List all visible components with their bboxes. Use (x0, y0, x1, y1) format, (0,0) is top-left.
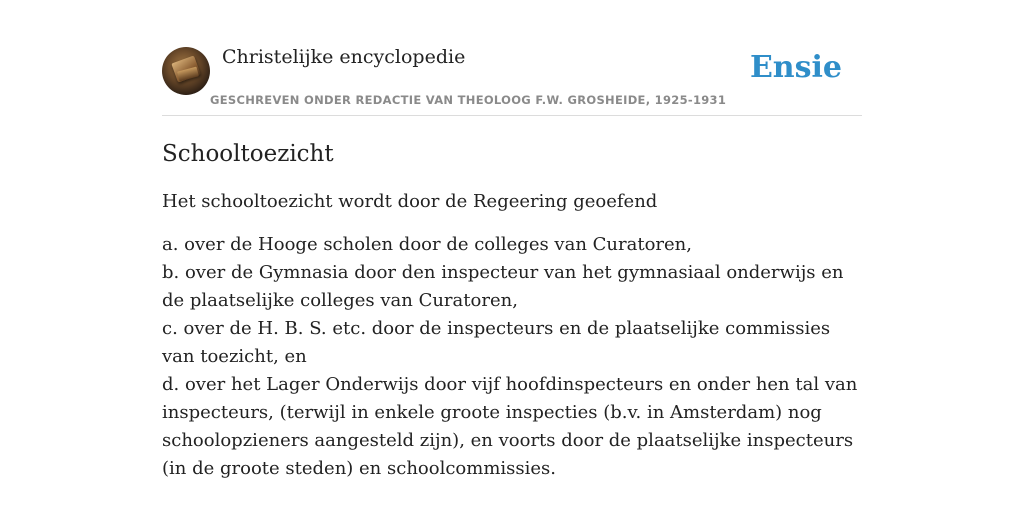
encyclopedia-avatar[interactable] (162, 47, 210, 95)
list-item: c. over de H. B. S. etc. door de inspecteurs en de plaatselijke commissies van toezicht, en (162, 318, 831, 367)
list-item: a. over de Hooge scholen door de colleges van Curatoren, (162, 234, 692, 255)
article-list (162, 231, 862, 483)
article-content (162, 138, 862, 483)
article-intro: Het schooltoezicht wordt door de Regeering geoefend (162, 191, 658, 212)
ensie-logo-link[interactable]: Ensie (749, 50, 842, 85)
list-item: b. over de Gymnasia door den inspecteur van het gymnasiaal onderwijs en de plaatselijke colleges van Curatoren, (162, 262, 844, 311)
page-title: Schooltoezicht (162, 141, 334, 167)
list-item: d. over het Lager Onderwijs door vijf hoofdinspecteurs en onder hen tal van inspecteurs, (terwijl in enkele groote inspecties (b.v. in Amsterdam) nog schoolopzieners aangesteld zijn), en voorts door de plaatselijke inspecteurs (in de groote steden) en schoolcommissies. (162, 374, 858, 479)
source-title[interactable]: Christelijke encyclopedie (222, 46, 466, 68)
site-header (162, 46, 862, 116)
source-subtitle: GESCHREVEN ONDER REDACTIE VAN THEOLOOG F.W. GROSHEIDE, 1925-1931 (210, 93, 727, 107)
